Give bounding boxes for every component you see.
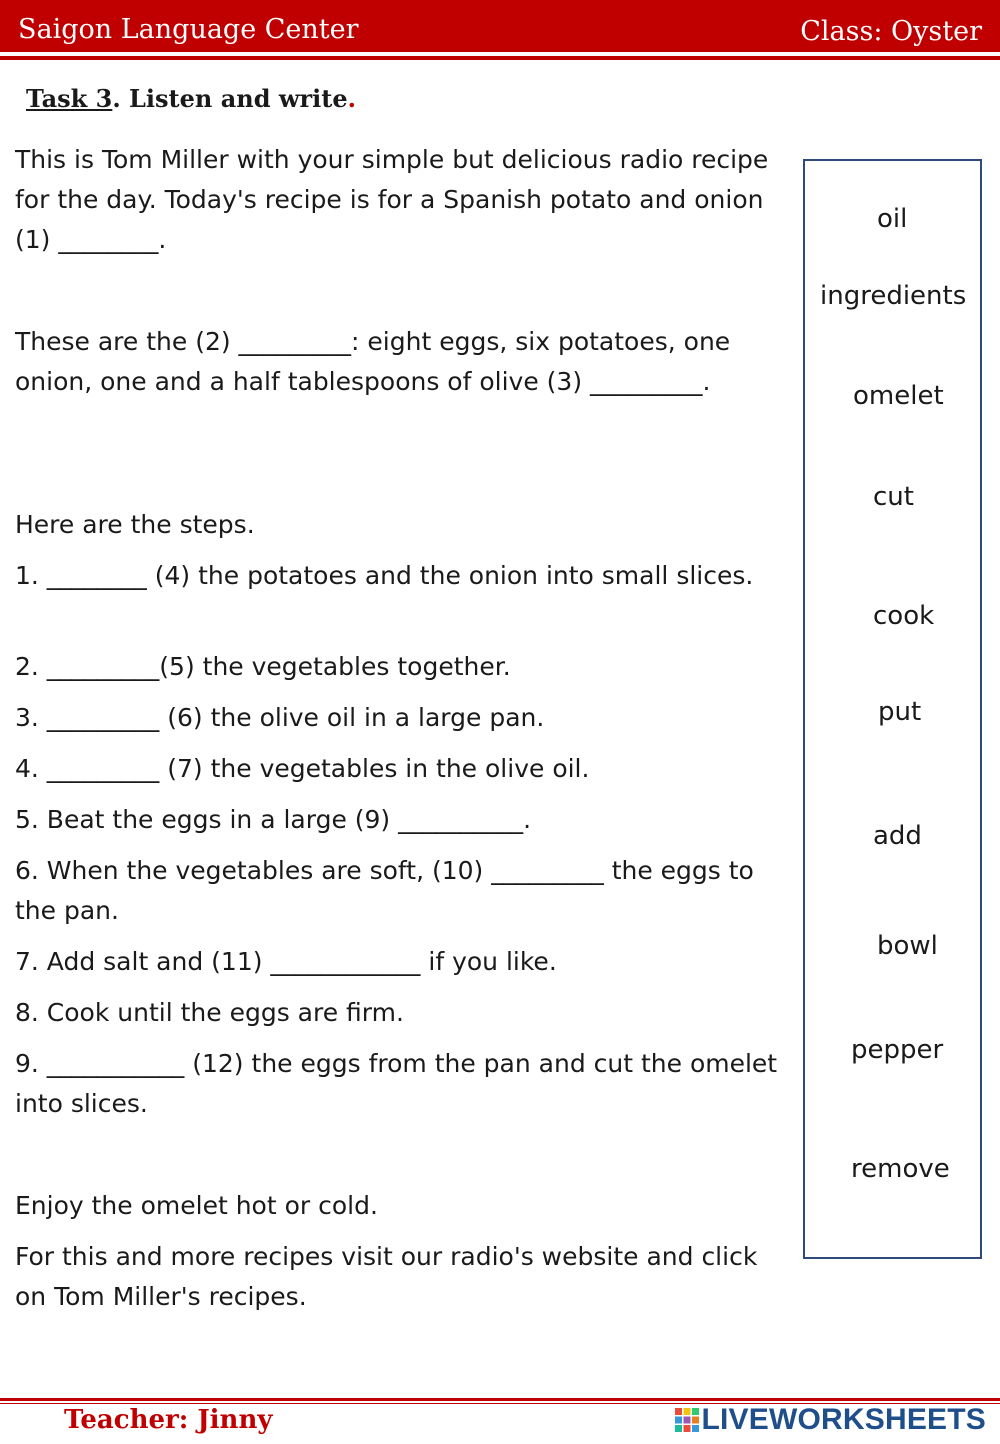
brand-name: LIVEWORKSHEETS <box>701 1403 986 1436</box>
more-recipes-line: For this and more recipes visit our radio's website and click on Tom Miller's recipes. <box>15 1242 758 1311</box>
word-bank-item: remove <box>851 1154 950 1184</box>
passage-intro: This is Tom Miller with your simple but delicious radio recipe for the day. Today's recipe is for a Spanish potato and onion (1) ________. <box>15 145 769 254</box>
word-bank-item: ingredients <box>820 281 967 311</box>
word-bank-item: oil <box>877 204 908 234</box>
step-item: 2. _________(5) the vegetables together. <box>15 652 511 681</box>
word-bank-item: bowl <box>877 931 938 961</box>
class-label: Class: Oyster <box>800 16 982 47</box>
word-bank-item: add <box>873 821 922 851</box>
step-item: 9. ___________ (12) the eggs from the pan and cut the omelet into slices. <box>15 1049 778 1118</box>
word-bank-item: cook <box>873 601 935 631</box>
step-item: 3. _________ (6) the olive oil in a large pan. <box>15 703 545 732</box>
steps-heading: Here are the steps. <box>15 510 255 539</box>
liveworksheets-logo <box>675 1403 987 1437</box>
task-title <box>26 84 356 113</box>
enjoy-line: Enjoy the omelet hot or cold. <box>15 1191 378 1220</box>
step-item: 7. Add salt and (11) ____________ if you like. <box>15 947 557 976</box>
footer-divider <box>0 1398 1000 1401</box>
grid-logo-icon <box>675 1408 699 1432</box>
step-item: 8. Cook until the eggs are firm. <box>15 998 404 1027</box>
teacher-name: Teacher: Jinny <box>64 1405 273 1435</box>
header-bar <box>0 0 1000 52</box>
word-bank-item: pepper <box>851 1035 944 1065</box>
step-item: 4. _________ (7) the vegetables in the olive oil. <box>15 754 590 783</box>
task-period: . <box>347 84 356 113</box>
task-number: Task 3 <box>26 84 113 113</box>
step-item: 5. Beat the eggs in a large (9) __________. <box>15 805 532 834</box>
school-name: Saigon Language Center <box>18 14 359 45</box>
header-divider <box>0 56 1000 60</box>
step-item: 6. When the vegetables are soft, (10) _________ the eggs to the pan. <box>15 856 754 925</box>
word-bank-item: cut <box>873 482 914 512</box>
word-bank-item: put <box>878 697 922 727</box>
task-instruction: . Listen and write <box>112 84 348 113</box>
step-item: 1. ________ (4) the potatoes and the onion into small slices. <box>15 561 754 590</box>
word-bank-item: omelet <box>853 381 944 411</box>
passage-ingredients: These are the (2) _________: eight eggs, six potatoes, one onion, one and a half tablespoons of olive (3) _________. <box>15 327 731 396</box>
